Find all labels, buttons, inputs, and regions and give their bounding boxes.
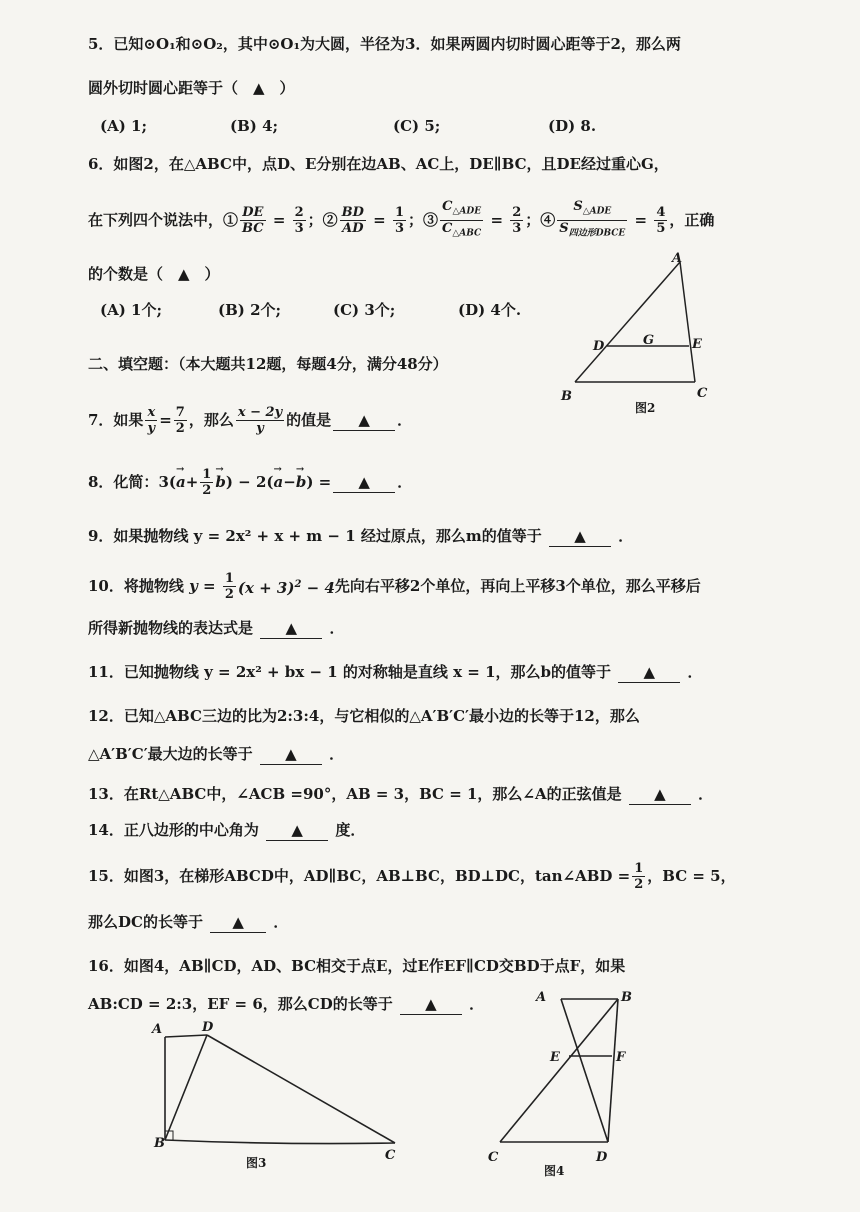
figure-4 [478, 985, 648, 1180]
q13-answer-blank: ▲ [629, 784, 691, 805]
fig2-label-a: A [672, 251, 683, 266]
fig3-caption: 图3 [246, 1156, 267, 1170]
q7-answer-blank: ▲ [333, 410, 395, 431]
fig2-label-c: C [697, 386, 708, 401]
fig2-label-d: D [593, 339, 605, 354]
q5-line1: 5．已知⊙O₁和⊙O₂，其中⊙O₁为大圆，半径为3．如果两圆内切时圆心距等于2，那么两 [88, 35, 681, 53]
q9-answer-blank: ▲ [549, 526, 611, 547]
fig4-label-e: E [550, 1050, 560, 1065]
section-2-heading: 二、填空题：（本大题共12题，每题4分，满分48分） [88, 355, 448, 373]
q6-line2: 在下列四个说法中，① $\frac{DE}{BC}$ = $\frac{2}{3}$ ；② $\frac{BD}{AD}$ = $\frac{1}{3}$ ；③ $\frac{C_{\triangle ADE}}{C_{\triangle ABC}}$ = $\frac{2}{3}$ ；④ $\frac{S_{\triangle ADE}}{S_{四边形DBCE}}$ = $\frac{4}{5}$ ，正确 [88, 198, 715, 239]
fig2-label-e: E [692, 337, 702, 352]
figure-2 [555, 250, 720, 420]
q6-choice-a: (A) 1个; [100, 301, 163, 319]
q8: 8．化简： 3( → a + $\frac{1}{2}$ → b ) − 2( → a − → b ) = ▲ ． [88, 462, 412, 502]
q6-choice-c: (C) 3个; [333, 301, 396, 319]
q5-line2: 圆外切时圆心距等于（ ▲ ） [88, 79, 295, 97]
fig3-label-b: B [154, 1136, 165, 1151]
q6-line1: 6．如图2，在△ABC中，点D、E分别在边AB、AC上，DE∥BC，且DE经过重心G， [88, 155, 669, 173]
fig4-label-c: C [488, 1150, 499, 1165]
q10-line1: 10．将抛物线 y = $\frac{1}{2}$ $(x + 3)^2 - 4$ 先向右平移2个单位，再向上平移3个单位，那么平移后 [88, 570, 701, 602]
q12-line1: 12．已知△ABC三边的比为2:3:4，与它相似的△A′B′C′最小边的长等于12，那么 [88, 707, 640, 725]
q8-answer-blank: ▲ [333, 472, 395, 493]
fig4-caption: 图4 [544, 1164, 565, 1178]
q10-line2: 所得新抛物线的表达式是 ▲ ． [88, 619, 345, 637]
q16-answer-blank: ▲ [400, 994, 462, 1015]
fig2-caption: 图2 [635, 401, 656, 415]
fig2-label-b: B [561, 389, 572, 404]
fig4-label-a: A [536, 990, 547, 1005]
q6-choice-b: (B) 2个; [218, 301, 282, 319]
q6-choice-d: (D) 4个. [458, 301, 522, 319]
q9: 9．如果抛物线 y = 2x² + x + m − 1 经过原点，那么m的值等于 ▲ ． [88, 527, 634, 545]
q5-choice-b: (B) 4; [230, 117, 279, 135]
q5-choice-c: (C) 5; [393, 117, 441, 135]
fig4-label-f: F [616, 1050, 626, 1065]
q16-line1: 16．如图4，AB∥CD，AD、BC相交于点E，过E作EF∥CD交BD于点F，如果 [88, 957, 626, 975]
q6-line3: 的个数是（ ▲ ） [88, 265, 220, 283]
q12-line2: △A′B′C′最大边的长等于 ▲ ． [88, 745, 345, 763]
q12-answer-blank: ▲ [260, 744, 322, 765]
fig3-label-a: A [152, 1022, 163, 1037]
fig4-label-d: D [596, 1150, 608, 1165]
q5-choice-d: (D) 8. [548, 117, 597, 135]
q11-answer-blank: ▲ [618, 662, 680, 683]
q15-answer-blank: ▲ [210, 912, 266, 933]
figure-3 [140, 1015, 420, 1175]
fig2-label-g: G [643, 333, 655, 348]
q15-line1: 15．如图3，在梯形ABCD中，AD∥BC，AB⊥BC，BD⊥DC，tan∠ABD = $\frac{1}{2}$ ，BC = 5， [88, 860, 736, 892]
q10-answer-blank: ▲ [260, 618, 322, 639]
q15-line2: 那么DC的长等于 ▲ ． [88, 913, 289, 931]
q14-answer-blank: ▲ [266, 820, 328, 841]
fig3-label-d: D [202, 1020, 214, 1035]
q16-line2: AB:CD = 2:3，EF = 6，那么CD的长等于 ▲ ． [88, 995, 485, 1013]
q11: 11．已知抛物线 y = 2x² + bx − 1 的对称轴是直线 x = 1，那么b的值等于 ▲ ． [88, 663, 703, 681]
q5-choice-a: (A) 1; [100, 117, 148, 135]
q7: 7．如果 $\frac{x}{y}$ = $\frac{7}{2}$ ，那么 $\frac{x - 2y}{y}$ 的值是 ▲ ． [88, 404, 413, 436]
fig4-label-b: B [621, 990, 632, 1005]
q14: 14．正八边形的中心角为 ▲ 度． [88, 821, 366, 839]
q13: 13．在Rt△ABC中，∠ACB =90°，AB = 3，BC = 1，那么∠A的正弦值是 ▲ ． [88, 785, 714, 803]
fig3-label-c: C [385, 1148, 396, 1163]
